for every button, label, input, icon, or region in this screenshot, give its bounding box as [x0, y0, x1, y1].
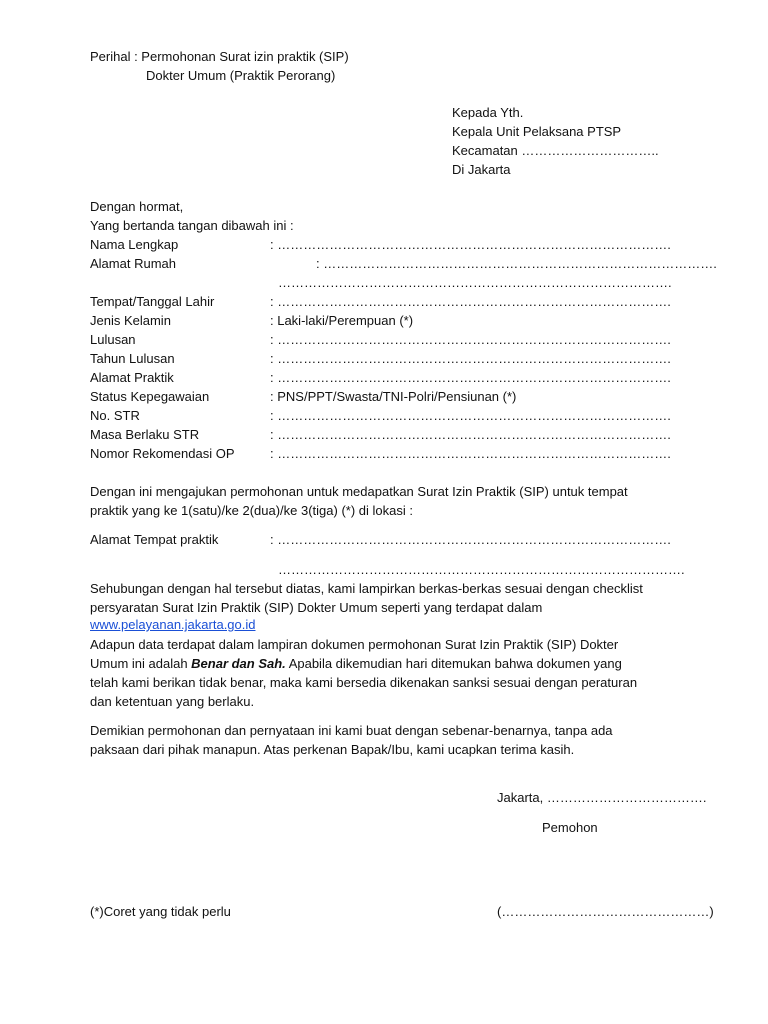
closing-line-2: paksaan dari pihak manapun. Atas perkenan Bapak/Ibu, kami ucapkan terima kasih. — [90, 742, 575, 757]
greeting: Dengan hormat, — [90, 199, 184, 214]
statement-line-3: telah kami berikan tidak benar, maka kami bersedia dikenakan sanksi sesuai dengan peraturan — [90, 675, 638, 690]
practice-address-continuation: …………………………………………………………………………………. — [278, 562, 685, 577]
statement-text: Apabila dikemudian hari ditemukan bahwa dokumen yang — [285, 656, 622, 671]
footnote: (*)Coret yang tidak perlu — [90, 904, 231, 919]
field-value: : ………………………………………………………………………………. — [270, 294, 671, 309]
field-label: Jenis Kelamin — [90, 313, 171, 328]
field-value: : ………………………………………………………………………………. — [270, 408, 671, 423]
field-value: : ………………………………………………………………………………. — [270, 332, 671, 347]
recipient-line-3: Kecamatan ………………………….. — [452, 143, 659, 158]
recipient-line-4: Di Jakarta — [452, 162, 511, 177]
signer-role: Pemohon — [542, 820, 598, 835]
statement-line-1: Adapun data terdapat dalam lampiran dokumen permohonan Surat Izin Praktik (SIP) Dokter — [90, 637, 619, 652]
field-value: : ………………………………………………………………………………. — [316, 256, 717, 271]
statement-text: Umum ini adalah — [90, 656, 192, 671]
pelayanan-link[interactable]: www.pelayanan.jakarta.go.id — [90, 617, 256, 632]
statement-line-4: dan ketentuan yang berlaku. — [90, 694, 255, 709]
field-value: : ………………………………………………………………………………. — [270, 237, 671, 252]
field-label: Nomor Rekomendasi OP — [90, 446, 235, 461]
attachments-line-1: Sehubungan dengan hal tersebut diatas, kami lampirkan berkas-berkas sesuai dengan checklist — [90, 581, 643, 596]
field-label: Nama Lengkap — [90, 237, 179, 252]
field-value: : Laki-laki/Perempuan (*) — [270, 313, 414, 328]
subject-line-1: Perihal : Permohonan Surat izin praktik (SIP) — [90, 49, 349, 64]
practice-address-label: Alamat Tempat praktik — [90, 532, 219, 547]
statement-emphasis: Benar dan Sah. — [191, 656, 286, 671]
request-line-2: praktik yang ke 1(satu)/ke 2(dua)/ke 3(tiga) (*) di lokasi : — [90, 503, 413, 518]
request-line-1: Dengan ini mengajukan permohonan untuk medapatkan Surat Izin Praktik (SIP) untuk tempat — [90, 484, 628, 499]
field-value: : ………………………………………………………………………………. — [270, 446, 671, 461]
intro-text: Yang bertanda tangan dibawah ini : — [90, 218, 294, 233]
field-label: Alamat Rumah — [90, 256, 176, 271]
recipient-line-2: Kepala Unit Pelaksana PTSP — [452, 124, 622, 139]
field-label: Lulusan — [90, 332, 136, 347]
field-label: Alamat Praktik — [90, 370, 174, 385]
attachments-line-2: persyaratan Surat Izin Praktik (SIP) Dokter Umum seperti yang terdapat dalam — [90, 600, 543, 615]
field-value: : PNS/PPT/Swasta/TNI-Polri/Pensiunan (*) — [270, 389, 517, 404]
field-value: : ………………………………………………………………………………. — [270, 370, 671, 385]
field-value: ………………………………………………………………………………. — [278, 275, 672, 290]
subject-line-2: Dokter Umum (Praktik Perorang) — [146, 68, 336, 83]
field-label: No. STR — [90, 408, 140, 423]
recipient-line-1: Kepada Yth. — [452, 105, 524, 120]
field-value: : ………………………………………………………………………………. — [270, 427, 671, 442]
field-value: : ………………………………………………………………………………. — [270, 351, 671, 366]
place-date: Jakarta, ………………………………. — [497, 790, 707, 805]
field-label: Masa Berlaku STR — [90, 427, 200, 442]
closing-line-1: Demikian permohonan dan pernyataan ini kami buat dengan sebenar-benarnya, tanpa ada — [90, 723, 613, 738]
signer-name-line: (…………………………………………) — [497, 904, 714, 919]
practice-address-value: : ………………………………………………………………………………. — [270, 532, 671, 547]
field-label: Tahun Lulusan — [90, 351, 175, 366]
field-label: Tempat/Tanggal Lahir — [90, 294, 215, 309]
field-label: Status Kepegawaian — [90, 389, 210, 404]
statement-line-2 — [90, 655, 622, 673]
